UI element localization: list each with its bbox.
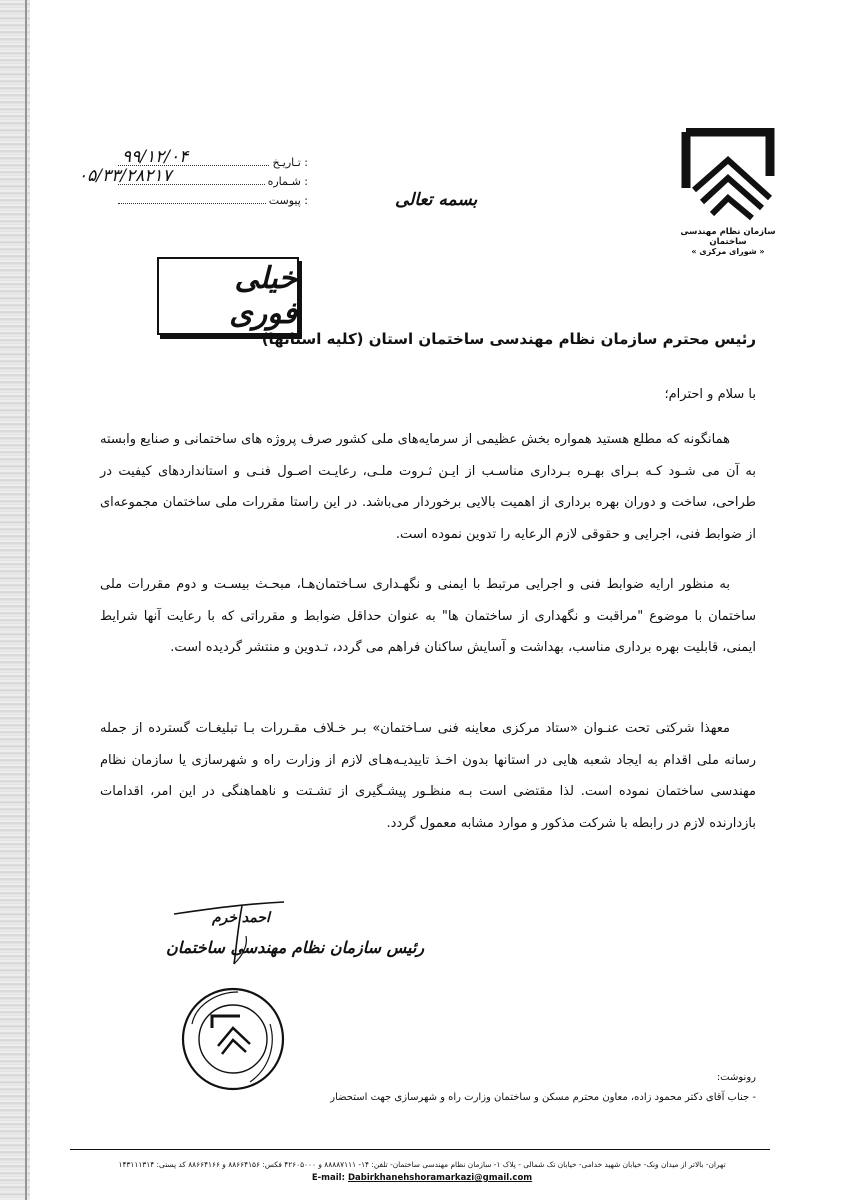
date-label: تـاریـخ : — [272, 156, 308, 169]
attachment-field — [118, 188, 308, 207]
email-label: E-mail: — [311, 1173, 345, 1183]
number-label: شـماره : — [267, 175, 308, 188]
logo-subtitle: « شورای مرکزی » — [691, 247, 765, 256]
letter-header-fields — [78, 147, 308, 207]
date-value: ۹۹/۱۲/۰۴ — [122, 147, 189, 167]
urgent-stamp — [157, 257, 299, 335]
number-value: ۰۵/۳۳/۲۸۲۱۷ — [78, 166, 172, 186]
organization-logo — [668, 128, 788, 256]
cc-item: - جناب آقای دکتر محمود زاده، معاون محترم مسکن و ساختمان وزارت راه و شهرسازی جهت استحضار — [330, 1092, 756, 1103]
invocation-heading: بسمه تعالی — [395, 190, 478, 210]
logo-name: سازمان نظام مهندسی ساختمان — [680, 227, 776, 247]
body-paragraph — [100, 424, 756, 550]
greeting: با سلام و احترام؛ — [664, 387, 756, 402]
footer-email — [56, 1173, 788, 1183]
number-field — [78, 166, 308, 188]
official-seal-icon — [178, 984, 288, 1094]
signatory-title: رئیس سازمان نظام مهندسی ساختمان — [166, 938, 425, 957]
footer-address: تهران- بالاتر از میدان ونک- خیابان شهید خدامی- خیابان تک شمالی - پلاک ۱- سازمان نظام مهندسی ساختمان- تلفن: ۱۴- ۸۸۸۸۷۱۱۱ و ۴۲۶۰۵۰۰۰ فکس: ۸۸۶۶۴۱۵۶ و ۸۸۶۶۴۱۶۶ کد پستی: ۱۴۳۱۱۱۳۱۴ — [118, 1160, 726, 1169]
addressee: رئیس محترم سازمان نظام مهندسی ساختمان استان (کلیه استانها) — [261, 330, 756, 348]
paragraph-2: به منظور ارایه ضوابط فنی و اجرایی مرتبط با ایمنی و نگهـداری سـاختمان‌هـا، مبحـث بیسـت و دوم مقررات ملی ساختمان با موضوع "مراقبت و نگهداری از ساختمان ها" به عنوان حداقل ضوابط و مقرراتی که با رعایت آنها شرایط ایمنی، قابلیت بهره برداری مناسب، بهداشت و آسایش ساکنان فراهم می گردد، تـدوین و منتشر گردیده است. — [100, 577, 756, 655]
logo-mark-icon — [678, 128, 778, 223]
paragraph-1: همانگونه که مطلع هستید همواره بخش عظیمی از سرمایه‌های ملی کشور صرف پروژه های ساختمانی و صنایع وابسته به آن می شـود کـه بـرای بهـره بـرداری مناسـب از ایـن ثـروت ملـی، رعایـت اصـول فنـی و استانداردهای کیفیت در طراحی، ساخت و دوران بهره برداری از اهمیت بالایی برخوردار می‌باشد. در این راستا مقررات ملی ساختمان مجموعه‌ای از ضوابط فنی، اجرایی و حقوقی لازم الرعایه را تدوین نموده است. — [100, 432, 756, 542]
cc-label: رونوشت: — [716, 1072, 756, 1083]
urgent-note: خیلی فوری — [229, 261, 297, 331]
email-address[interactable]: Dabirkhanehshoramarkazi@gmail.com — [347, 1173, 533, 1183]
footer-divider — [70, 1149, 770, 1150]
scan-edge — [0, 0, 30, 1200]
signatory-name: احمد خرم — [212, 910, 270, 926]
paragraph-3: معهذا شرکتی تحت عنـوان «ستاد مرکزی معاینه فنی سـاختمان» بـر خـلاف مقـررات بـا تبلیغـات گسترده از جمله رسانه ملی اقدام به ایجاد شعبه هایی در استانها بدون اخـذ تاییدیـه‌هـای لازم از وزارت راه و شهرسازی یا سازمان نظام مهندسی ساختمان نموده است. لذا مقتضی است بـه منظـور پیشـگیری از تشـتت و ناهماهنگی در این امر، اقدامات بازدارنده لازم در رابطه با شرکت مذکور و موارد مشابه معمول گردد. — [100, 721, 756, 831]
body-paragraph — [100, 569, 756, 664]
attachment-label: پیوست : — [268, 194, 308, 207]
body-paragraph — [100, 713, 756, 839]
